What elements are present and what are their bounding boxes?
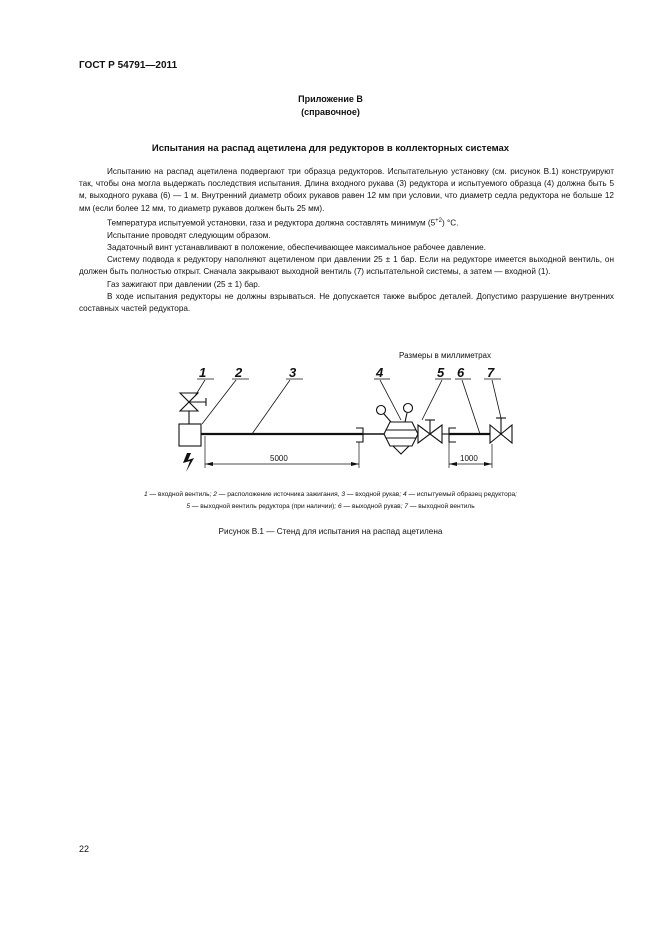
legend-num-5: 5 [186, 503, 190, 510]
legend-line-1: 1 — входной вентиль; 2 — расположение источника зажигания, 3 — входной рукав; 4 — испытуемый образец редуктора; [144, 491, 517, 498]
legend-text-5: выходной вентиль редуктора (при наличии) [200, 503, 335, 510]
paragraph-4: Задаточный винт устанавливают в положение, обеспечивающее максимальное рабочее давление. [107, 242, 486, 252]
label-4: 4 [376, 365, 384, 380]
label-5: 5 [437, 365, 445, 380]
regulator-outlet-valve-symbol [418, 420, 442, 443]
legend-text-6: выходной рукав [351, 503, 401, 510]
legend-num-1: 1 [144, 491, 148, 498]
label-7: 7 [487, 365, 495, 380]
paragraph-3: Испытание проводят следующим образом. [107, 230, 271, 240]
label-6: 6 [457, 365, 465, 380]
legend-text-3: входной рукав [355, 491, 400, 498]
annex-title: Приложение В [298, 94, 363, 104]
dimension-inlet-value: 5000 [270, 454, 288, 463]
paragraph-5: Систему подвода к редуктору наполняют ацетиленом при давлении 25 ± 1 бар. Если на редукторе имеется выходной вентиль, он должен быть полностью открыт. Сначала закрывают выходной вентиль (7) испытательной системы, а затем — входной (1). [79, 255, 614, 277]
document-header: ГОСТ Р 54791—2011 [79, 60, 178, 71]
label-1: 1 [199, 365, 207, 380]
dimensions-note: Размеры в миллиметрах [399, 351, 491, 360]
ignition-box [179, 424, 201, 446]
legend-text-4: испытуемый образец редуктора [416, 491, 516, 498]
outlet-valve-symbol [490, 418, 512, 443]
legend-line-2: 5 — выходной вентиль редуктора (при наличии); 6 — выходной рукав; 7 — выходной вентиль [186, 503, 475, 510]
paragraph-7: В ходе испытания редукторы не должны взрываться. Не допускается также выброс деталей. Допустимо разрушение внутренних составных частей редуктора. [79, 291, 614, 313]
legend-text-1: входной вентиль [157, 491, 210, 498]
regulator-symbol [377, 404, 419, 455]
page-number: 22 [79, 844, 90, 854]
legend-num-7: 7 [404, 503, 409, 510]
annex-subtitle: (справочное) [301, 107, 360, 117]
legend-num-2: 2 [213, 491, 217, 498]
test-stand-diagram [150, 362, 530, 484]
paragraph-2 [79, 215, 614, 230]
paragraph-2-start: Температура испытуемой установки, газа и редуктора должна составлять минимум (5 [107, 218, 436, 228]
body-text [79, 166, 614, 315]
legend-text-7: выходной вентиль [418, 503, 475, 510]
section-title: Испытания на распад ацетилена для редукторов в коллекторных системах [151, 143, 510, 154]
label-2: 2 [235, 365, 243, 380]
temperature-tolerance: +2 [435, 217, 442, 224]
label-3: 3 [289, 365, 297, 380]
legend-num-6: 6 [338, 503, 342, 510]
dimension-outlet-value: 1000 [460, 454, 478, 463]
figure-caption: Рисунок В.1 — Стенд для испытания на распад ацетилена [218, 527, 443, 536]
lightning-icon [183, 453, 194, 472]
legend-num-3: 3 [341, 491, 346, 498]
paragraph-6: Газ зажигают при давлении (25 ± 1) бар. [107, 279, 261, 289]
paragraph-2-end: ) °С. [442, 218, 459, 228]
legend-num-4: 4 [402, 491, 407, 498]
paragraph-1: Испытанию на распад ацетилена подвергают три образца редукторов. Испытательную установку (см. рисунок В.1) конструируют так, чтобы она могла выдержать последствия испытания. Длина входного рукава (3) редуктора и испытуемого образца (4) должна быть 5 м, выходного рукава (6) — 1 м. Внутренний диаметр обоих рукавов равен 12 мм при условии, что диаметр седла редуктора не больше 12 мм (если более 12 мм, то диаметр рукавов должен быть 25 мм). [79, 167, 614, 213]
figure-legend [0, 489, 661, 513]
inlet-valve-symbol [180, 393, 206, 424]
legend-text-2: расположение источника зажигания [227, 491, 338, 498]
